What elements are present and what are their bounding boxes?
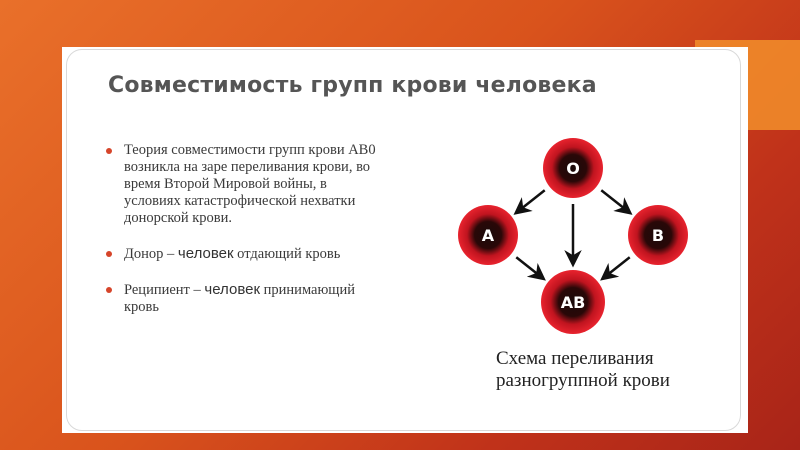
bullet-donor xyxy=(100,245,380,263)
bullet-dot-icon xyxy=(106,251,112,257)
arrow-b-to-ab xyxy=(603,257,630,278)
arrow-o-to-a xyxy=(516,190,544,212)
arrows-group xyxy=(516,190,629,278)
bullet-dot-icon xyxy=(106,287,112,293)
node-b xyxy=(628,205,688,265)
arrow-o-to-b xyxy=(601,190,629,212)
bullet-donor-prefix: Донор – xyxy=(124,246,178,262)
node-label-b: B xyxy=(651,226,665,245)
node-label-ab: AB xyxy=(560,293,586,312)
bullet-donor-emph: человек xyxy=(177,245,234,262)
blood-compatibility-diagram xyxy=(440,130,700,340)
bullet-recipient-suffix: принимающий кровь xyxy=(124,282,355,315)
node-a xyxy=(458,205,518,265)
bullet-donor-suffix: отдающий кровь xyxy=(233,246,341,262)
node-ab xyxy=(541,270,605,334)
slide-title: Совместимость групп крови человека xyxy=(108,73,597,98)
diagram-caption: Схема переливания разногруппной крови xyxy=(496,348,670,391)
arrow-a-to-ab xyxy=(516,257,543,278)
bullet-list xyxy=(100,142,380,334)
bullet-recipient-prefix: Реципиент – xyxy=(124,282,205,298)
bullet-theory xyxy=(100,142,380,227)
bullet-dot-icon xyxy=(106,148,112,154)
bullet-recipient-emph: человек xyxy=(204,281,261,298)
bullet-recipient xyxy=(100,281,380,316)
node-o xyxy=(543,138,603,198)
node-label-a: A xyxy=(481,226,495,245)
node-label-o: O xyxy=(566,159,580,178)
bullet-theory-text: Теория совместимости групп крови АВ0 возникла на заре переливания крови, во время Второй Мировой войны, в условиях катастрофической нехватки донорской крови. xyxy=(124,142,376,226)
